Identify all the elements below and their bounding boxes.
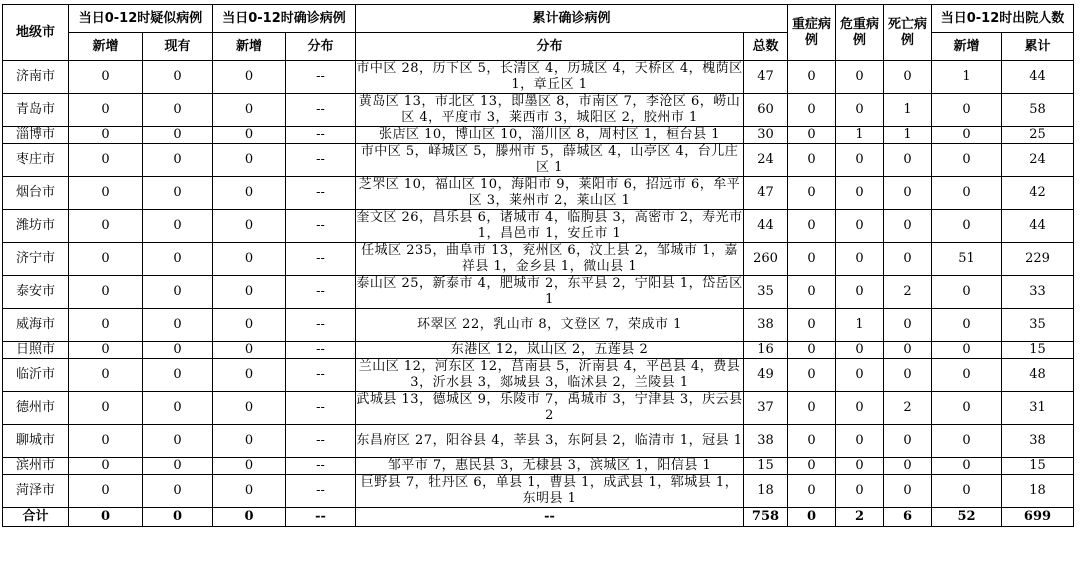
page-bottom-strip bbox=[0, 571, 1080, 575]
severe-cell: 0 bbox=[788, 144, 836, 177]
city-cell: 济南市 bbox=[3, 61, 69, 94]
discharged-cumulative-cell: 33 bbox=[1002, 276, 1074, 309]
suspected-new-cell: 0 bbox=[69, 392, 143, 425]
critical-cell: 0 bbox=[836, 359, 884, 392]
death-cell: 0 bbox=[884, 458, 932, 475]
discharged-cumulative-cell: 58 bbox=[1002, 94, 1074, 127]
covid-case-table bbox=[2, 4, 1074, 527]
confirmed-distribution-cell: -- bbox=[286, 94, 356, 127]
suspected-new-cell: 0 bbox=[69, 359, 143, 392]
distribution-cell: 兰山区 12，河东区 12，莒南县 5，沂南县 4，平邑县 4，费县 3，沂水县 3，郯城县 3，临沭县 2，兰陵县 1 bbox=[356, 359, 744, 392]
city-cell: 淄博市 bbox=[3, 127, 69, 144]
total-discharged-cumulative-cell: 699 bbox=[1002, 508, 1074, 527]
table-row bbox=[3, 475, 1074, 508]
suspected-new-cell: 0 bbox=[69, 210, 143, 243]
confirmed-distribution-cell: -- bbox=[286, 359, 356, 392]
suspected-new-cell: 0 bbox=[69, 309, 143, 342]
severe-cell: 0 bbox=[788, 210, 836, 243]
death-cell: 0 bbox=[884, 359, 932, 392]
suspected-current-cell: 0 bbox=[143, 210, 213, 243]
total-row bbox=[3, 508, 1074, 527]
table-row bbox=[3, 210, 1074, 243]
confirmed-distribution-cell: -- bbox=[286, 458, 356, 475]
distribution-cell: 泰山区 25，新泰市 4，肥城市 2，东平县 2，宁阳县 1，岱岳区 1 bbox=[356, 276, 743, 307]
confirmed-distribution-cell: -- bbox=[286, 342, 356, 359]
total-cell: 16 bbox=[744, 342, 788, 359]
critical-cell: 1 bbox=[836, 127, 884, 144]
city-cell: 德州市 bbox=[3, 392, 69, 425]
header-critical: 危重病例 bbox=[836, 5, 884, 61]
suspected-new-cell: 0 bbox=[69, 276, 143, 309]
total-cell: 47 bbox=[744, 177, 788, 210]
discharged-cumulative-cell: 38 bbox=[1002, 425, 1074, 458]
table-row bbox=[3, 276, 1074, 309]
death-cell: 2 bbox=[884, 276, 932, 309]
table-row bbox=[3, 177, 1074, 210]
death-cell: 2 bbox=[884, 392, 932, 425]
distribution-cell: 任城区 235，曲阜市 13，兖州区 6，汶上县 2，邹城市 1，嘉祥县 1，金乡县 1，微山县 1 bbox=[356, 243, 744, 276]
discharged-new-cell: 0 bbox=[932, 342, 1002, 359]
city-cell: 日照市 bbox=[3, 342, 69, 359]
confirmed-new-cell: 0 bbox=[213, 61, 286, 94]
critical-cell: 0 bbox=[836, 243, 884, 276]
suspected-current-cell: 0 bbox=[143, 342, 213, 359]
discharged-new-cell: 0 bbox=[932, 458, 1002, 475]
confirmed-distribution-cell: -- bbox=[286, 475, 356, 508]
critical-cell: 0 bbox=[836, 475, 884, 508]
distribution-cell: 东昌府区 27，阳谷县 4，莘县 3，东阿县 2，临清市 1，冠县 1 bbox=[356, 425, 744, 458]
table-row bbox=[3, 144, 1074, 177]
table-row bbox=[3, 243, 1074, 276]
confirmed-distribution-cell: -- bbox=[286, 243, 356, 276]
death-cell: 0 bbox=[884, 342, 932, 359]
table-row bbox=[3, 127, 1074, 144]
suspected-current-cell: 0 bbox=[143, 144, 213, 177]
confirmed-distribution-cell: -- bbox=[286, 309, 356, 342]
header-severe: 重症病例 bbox=[788, 5, 836, 61]
header-cumulative: 累计确诊病例 bbox=[356, 5, 788, 33]
total-cell: 38 bbox=[744, 425, 788, 458]
distribution-cell: 巨野县 7，牡丹区 6，单县 1，曹县 1，成武县 1，郓城县 1，东明县 1 bbox=[356, 475, 744, 508]
suspected-new-cell: 0 bbox=[69, 61, 143, 94]
total-cell: 35 bbox=[744, 276, 788, 309]
header-confirmed-today: 当日0-12时确诊病例 bbox=[213, 5, 356, 33]
total-distribution-cell: -- bbox=[356, 508, 744, 527]
table-row bbox=[3, 342, 1074, 359]
total-cell: 44 bbox=[744, 210, 788, 243]
confirmed-distribution-cell: -- bbox=[286, 127, 356, 144]
severe-cell: 0 bbox=[788, 359, 836, 392]
confirmed-distribution-cell: -- bbox=[286, 61, 356, 94]
discharged-new-cell: 0 bbox=[932, 359, 1002, 392]
confirmed-distribution-cell: -- bbox=[286, 276, 356, 309]
suspected-new-cell: 0 bbox=[69, 177, 143, 210]
confirmed-new-cell: 0 bbox=[213, 210, 286, 243]
severe-cell: 0 bbox=[788, 425, 836, 458]
suspected-new-cell: 0 bbox=[69, 127, 143, 144]
critical-cell: 0 bbox=[836, 458, 884, 475]
suspected-new-cell: 0 bbox=[69, 425, 143, 458]
discharged-cumulative-cell: 18 bbox=[1002, 475, 1074, 508]
header-confirmed-distribution: 分布 bbox=[286, 33, 356, 61]
confirmed-new-cell: 0 bbox=[213, 425, 286, 458]
discharged-cumulative-cell: 24 bbox=[1002, 144, 1074, 177]
total-cell: 49 bbox=[744, 359, 788, 392]
header-cumulative-distribution: 分布 bbox=[356, 33, 744, 61]
total-suspected-new-cell: 0 bbox=[69, 508, 143, 527]
suspected-current-cell: 0 bbox=[143, 425, 213, 458]
critical-cell: 0 bbox=[836, 425, 884, 458]
severe-cell: 0 bbox=[788, 475, 836, 508]
severe-cell: 0 bbox=[788, 392, 836, 425]
header-suspected-new: 新增 bbox=[69, 33, 143, 61]
total-city-cell: 合计 bbox=[3, 508, 69, 527]
death-cell: 0 bbox=[884, 475, 932, 508]
death-cell: 1 bbox=[884, 94, 932, 127]
total-cell: 47 bbox=[744, 61, 788, 94]
suspected-current-cell: 0 bbox=[143, 61, 213, 94]
distribution-cell: 邹平市 7，惠民县 3，无棣县 3，滨城区 1，阳信县 1 bbox=[356, 458, 744, 475]
discharged-new-cell: 0 bbox=[932, 276, 1002, 309]
total-discharged-new-cell: 52 bbox=[932, 508, 1002, 527]
discharged-new-cell: 0 bbox=[932, 210, 1002, 243]
total-cell: 260 bbox=[744, 243, 788, 276]
discharged-new-cell: 0 bbox=[932, 425, 1002, 458]
confirmed-distribution-cell: -- bbox=[286, 177, 356, 210]
table-row bbox=[3, 94, 1074, 127]
table-row bbox=[3, 309, 1074, 342]
death-cell: 0 bbox=[884, 144, 932, 177]
total-severe-cell: 0 bbox=[788, 508, 836, 527]
critical-cell: 0 bbox=[836, 392, 884, 425]
suspected-new-cell: 0 bbox=[69, 458, 143, 475]
death-cell: 0 bbox=[884, 243, 932, 276]
severe-cell: 0 bbox=[788, 276, 836, 309]
death-cell: 0 bbox=[884, 210, 932, 243]
suspected-new-cell: 0 bbox=[69, 475, 143, 508]
confirmed-new-cell: 0 bbox=[213, 144, 286, 177]
discharged-new-cell: 0 bbox=[932, 392, 1002, 425]
critical-cell: 0 bbox=[836, 342, 884, 359]
city-cell: 菏泽市 bbox=[3, 475, 69, 508]
suspected-new-cell: 0 bbox=[69, 342, 143, 359]
discharged-cumulative-cell: 229 bbox=[1002, 243, 1074, 276]
confirmed-new-cell: 0 bbox=[213, 475, 286, 508]
header-suspected: 当日0-12时疑似病例 bbox=[69, 5, 213, 33]
confirmed-new-cell: 0 bbox=[213, 127, 286, 144]
severe-cell: 0 bbox=[788, 94, 836, 127]
header-cumulative-total: 总数 bbox=[744, 33, 788, 61]
confirmed-distribution-cell: -- bbox=[286, 210, 356, 243]
discharged-cumulative-cell: 15 bbox=[1002, 458, 1074, 475]
discharged-new-cell: 0 bbox=[932, 177, 1002, 210]
city-cell: 威海市 bbox=[3, 309, 69, 342]
table-row bbox=[3, 61, 1074, 94]
critical-cell: 0 bbox=[836, 94, 884, 127]
header-city: 地级市 bbox=[3, 5, 69, 61]
table-row bbox=[3, 425, 1074, 458]
death-cell: 0 bbox=[884, 425, 932, 458]
critical-cell: 0 bbox=[836, 210, 884, 243]
total-cell: 37 bbox=[744, 392, 788, 425]
total-death-cell: 6 bbox=[884, 508, 932, 527]
city-cell: 泰安市 bbox=[3, 276, 69, 309]
total-cell: 60 bbox=[744, 94, 788, 127]
discharged-cumulative-cell: 44 bbox=[1002, 210, 1074, 243]
discharged-new-cell: 0 bbox=[932, 94, 1002, 127]
death-cell: 0 bbox=[884, 61, 932, 94]
header-discharged-new: 新增 bbox=[932, 33, 1002, 61]
suspected-current-cell: 0 bbox=[143, 458, 213, 475]
confirmed-new-cell: 0 bbox=[213, 342, 286, 359]
city-cell: 潍坊市 bbox=[3, 210, 69, 243]
confirmed-new-cell: 0 bbox=[213, 243, 286, 276]
confirmed-new-cell: 0 bbox=[213, 458, 286, 475]
header-death: 死亡病例 bbox=[884, 5, 932, 61]
suspected-current-cell: 0 bbox=[143, 392, 213, 425]
total-confirmed-distribution-cell: -- bbox=[286, 508, 356, 527]
severe-cell: 0 bbox=[788, 127, 836, 144]
discharged-cumulative-cell: 48 bbox=[1002, 359, 1074, 392]
discharged-new-cell: 0 bbox=[932, 127, 1002, 144]
total-critical-cell: 2 bbox=[836, 508, 884, 527]
suspected-current-cell: 0 bbox=[143, 309, 213, 342]
discharged-cumulative-cell: 42 bbox=[1002, 177, 1074, 210]
table-row bbox=[3, 458, 1074, 475]
total-confirmed-new-cell: 0 bbox=[213, 508, 286, 527]
discharged-cumulative-cell: 35 bbox=[1002, 309, 1074, 342]
city-cell: 济宁市 bbox=[3, 243, 69, 276]
discharged-new-cell: 1 bbox=[932, 61, 1002, 94]
city-cell: 青岛市 bbox=[3, 94, 69, 127]
city-cell: 烟台市 bbox=[3, 177, 69, 210]
confirmed-new-cell: 0 bbox=[213, 359, 286, 392]
total-cell: 15 bbox=[744, 458, 788, 475]
total-total-cell: 758 bbox=[744, 508, 788, 527]
distribution-cell: 环翠区 22，乳山市 8，文登区 7，荣成市 1 bbox=[356, 309, 744, 342]
suspected-current-cell: 0 bbox=[143, 359, 213, 392]
suspected-new-cell: 0 bbox=[69, 94, 143, 127]
city-cell: 聊城市 bbox=[3, 425, 69, 458]
confirmed-new-cell: 0 bbox=[213, 177, 286, 210]
city-cell: 滨州市 bbox=[3, 458, 69, 475]
city-cell: 枣庄市 bbox=[3, 144, 69, 177]
confirmed-distribution-cell: -- bbox=[286, 425, 356, 458]
table-row bbox=[3, 392, 1074, 425]
confirmed-new-cell: 0 bbox=[213, 276, 286, 309]
suspected-current-cell: 0 bbox=[143, 94, 213, 127]
distribution-cell: 芝罘区 10，福山区 10，海阳市 9，莱阳市 6，招远市 6，牟平区 3，莱州市 2，莱山区 1 bbox=[356, 177, 744, 210]
severe-cell: 0 bbox=[788, 177, 836, 210]
severe-cell: 0 bbox=[788, 342, 836, 359]
discharged-new-cell: 0 bbox=[932, 309, 1002, 342]
total-suspected-current-cell: 0 bbox=[143, 508, 213, 527]
confirmed-new-cell: 0 bbox=[213, 309, 286, 342]
distribution-cell: 武城县 13，德城区 9，乐陵市 7，禹城市 3，宁津县 3，庆云县 2 bbox=[356, 392, 743, 423]
table-row bbox=[3, 359, 1074, 392]
confirmed-new-cell: 0 bbox=[213, 94, 286, 127]
discharged-new-cell: 0 bbox=[932, 144, 1002, 177]
discharged-cumulative-cell: 31 bbox=[1002, 392, 1074, 425]
header-discharged-cumulative: 累计 bbox=[1002, 33, 1074, 61]
suspected-new-cell: 0 bbox=[69, 243, 143, 276]
confirmed-new-cell: 0 bbox=[213, 392, 286, 425]
discharged-cumulative-cell: 15 bbox=[1002, 342, 1074, 359]
suspected-current-cell: 0 bbox=[143, 127, 213, 144]
severe-cell: 0 bbox=[788, 243, 836, 276]
discharged-cumulative-cell: 44 bbox=[1002, 61, 1074, 94]
suspected-new-cell: 0 bbox=[69, 144, 143, 177]
discharged-new-cell: 51 bbox=[932, 243, 1002, 276]
critical-cell: 0 bbox=[836, 276, 884, 309]
distribution-cell: 东港区 12，岚山区 2，五莲县 2 bbox=[356, 342, 744, 359]
city-cell: 临沂市 bbox=[3, 359, 69, 392]
distribution-cell: 奎文区 26，昌乐县 6，诸城市 4，临朐县 3，高密市 2，寿光市 1，昌邑市 1，安丘市 1 bbox=[356, 210, 743, 241]
confirmed-distribution-cell: -- bbox=[286, 392, 356, 425]
discharged-cumulative-cell: 25 bbox=[1002, 127, 1074, 144]
suspected-current-cell: 0 bbox=[143, 177, 213, 210]
critical-cell: 0 bbox=[836, 177, 884, 210]
critical-cell: 1 bbox=[836, 309, 884, 342]
total-cell: 30 bbox=[744, 127, 788, 144]
suspected-current-cell: 0 bbox=[143, 243, 213, 276]
header-confirmed-new: 新增 bbox=[213, 33, 286, 61]
severe-cell: 0 bbox=[788, 309, 836, 342]
header-discharged: 当日0-12时出院人数 bbox=[932, 5, 1074, 33]
total-cell: 24 bbox=[744, 144, 788, 177]
suspected-current-cell: 0 bbox=[143, 475, 213, 508]
header-suspected-current: 现有 bbox=[143, 33, 213, 61]
distribution-cell: 市中区 28，历下区 5，长清区 4，历城区 4，天桥区 4，槐荫区 1，章丘区 1 bbox=[356, 61, 743, 92]
critical-cell: 0 bbox=[836, 144, 884, 177]
severe-cell: 0 bbox=[788, 458, 836, 475]
distribution-cell: 张店区 10，博山区 10，淄川区 8，周村区 1，桓台县 1 bbox=[356, 127, 744, 144]
critical-cell: 0 bbox=[836, 61, 884, 94]
total-cell: 38 bbox=[744, 309, 788, 342]
distribution-cell: 市中区 5，峄城区 5，滕州市 5，薛城区 4，山亭区 4，台儿庄区 1 bbox=[356, 144, 744, 177]
death-cell: 0 bbox=[884, 177, 932, 210]
severe-cell: 0 bbox=[788, 61, 836, 94]
discharged-new-cell: 0 bbox=[932, 475, 1002, 508]
death-cell: 1 bbox=[884, 127, 932, 144]
death-cell: 0 bbox=[884, 309, 932, 342]
distribution-cell: 黄岛区 13，市北区 13，即墨区 8，市南区 7，李沧区 6，崂山区 4，平度市 3，莱西市 3，城阳区 2，胶州市 1 bbox=[356, 94, 744, 127]
suspected-current-cell: 0 bbox=[143, 276, 213, 309]
total-cell: 18 bbox=[744, 475, 788, 508]
confirmed-distribution-cell: -- bbox=[286, 144, 356, 177]
